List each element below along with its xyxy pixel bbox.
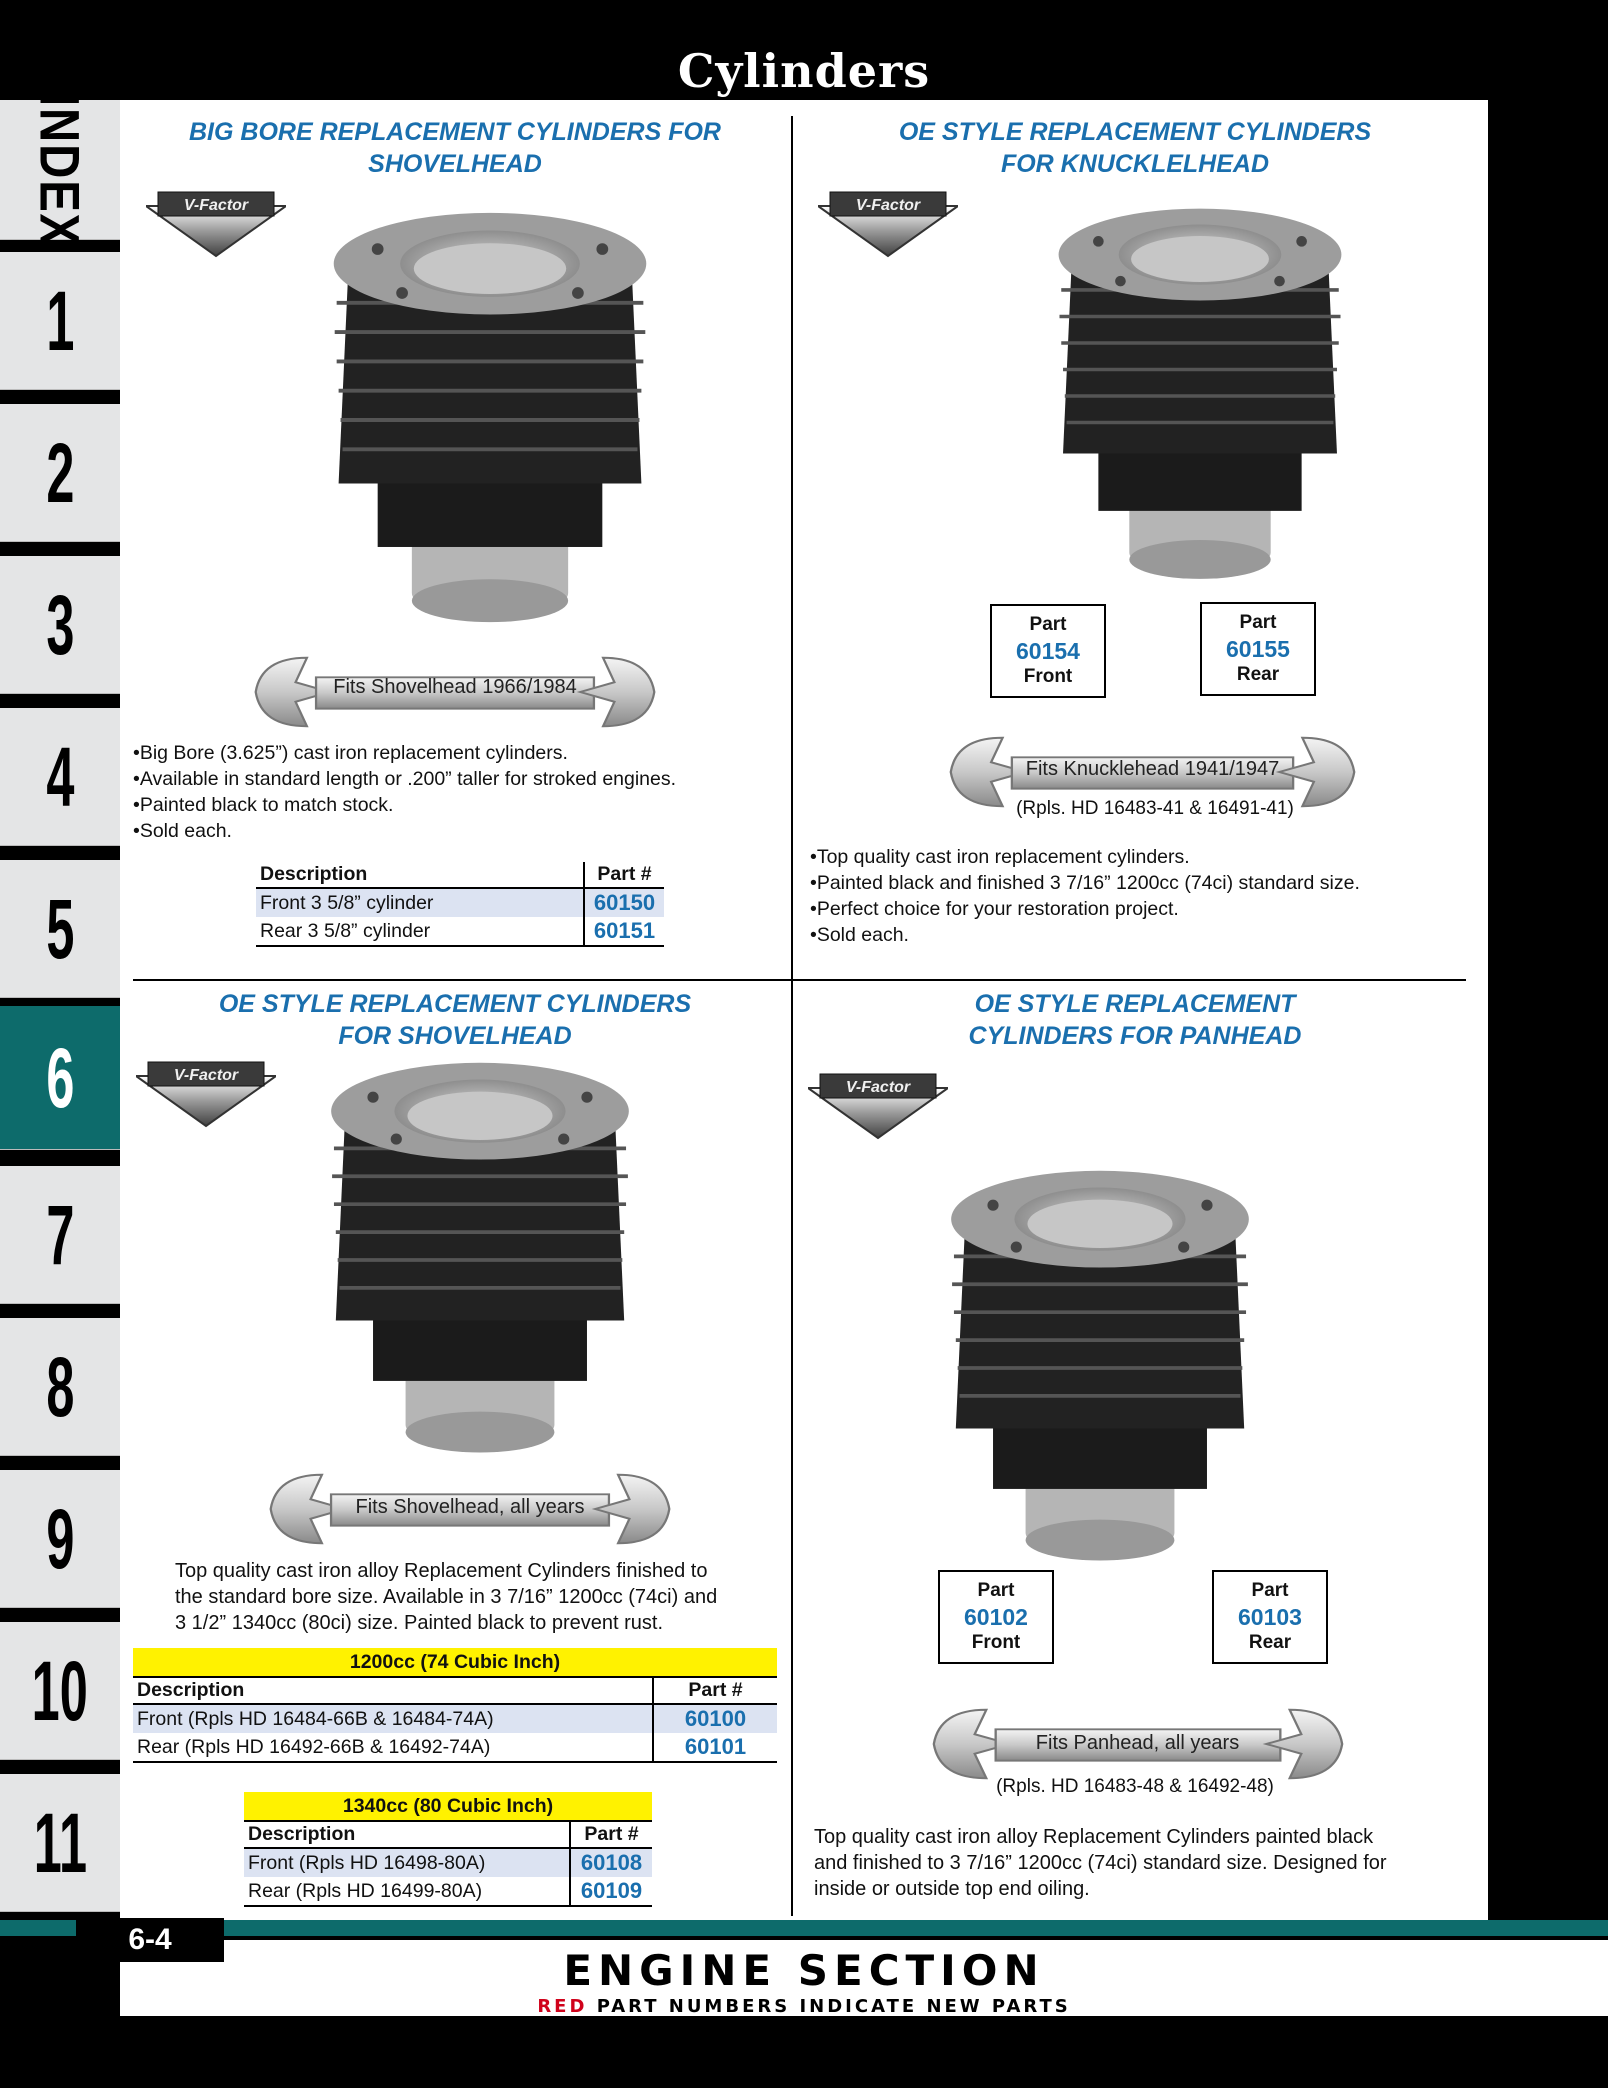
description-paragraph	[175, 1558, 785, 1636]
v-factor-logo	[136, 1056, 276, 1128]
column-header: Part #	[584, 862, 664, 888]
section-title-line: BIG BORE REPLACEMENT CYLINDERS FOR	[189, 118, 721, 146]
tab-7[interactable]	[0, 1166, 120, 1304]
feature-item: • Big Bore (3.625”) cast iron replacement cylinders.	[133, 740, 783, 766]
paragraph-line: inside or outside top end oiling.	[814, 1878, 1090, 1900]
cylinder-image-shovelhead-bigbore	[310, 210, 670, 630]
section-title-line: FOR KNUCKLELHEAD	[1000, 150, 1270, 178]
feature-item: • Sold each.	[810, 922, 1470, 948]
paragraph-line: and finished to 3 7/16” 1200cc (74ci) standard size. Designed for	[814, 1852, 1387, 1874]
section-title-big-bore	[140, 116, 770, 180]
table-row	[244, 1877, 652, 1906]
table-caption: 1200cc (74 Cubic Inch)	[133, 1648, 777, 1677]
column-header: Part #	[653, 1677, 777, 1704]
footer-note	[120, 1996, 1488, 2017]
part-number[interactable]: 60101	[653, 1733, 777, 1762]
table-caption-row	[133, 1648, 777, 1677]
part-box-front	[938, 1570, 1054, 1664]
cylinder-image-oe-shovelhead	[290, 1060, 670, 1460]
part-number[interactable]: 60151	[584, 917, 664, 946]
footer-band	[0, 1920, 1608, 1936]
tab-9[interactable]	[0, 1470, 120, 1608]
footer-note-red: RED	[537, 1996, 588, 2017]
tab-label: 5	[45, 881, 75, 976]
part-number[interactable]: 60154	[1016, 638, 1080, 664]
cylinder-image-knucklehead	[1025, 206, 1375, 586]
section-title-line: OE STYLE REPLACEMENT CYLINDERS	[898, 118, 1372, 146]
column-header: Description	[244, 1821, 570, 1848]
tab-3[interactable]	[0, 556, 120, 694]
part-number[interactable]: 60109	[570, 1877, 652, 1906]
tab-label: 7	[45, 1187, 75, 1282]
tab-11[interactable]	[0, 1774, 120, 1912]
tab-label: 6	[45, 1030, 75, 1125]
part-box-front	[990, 604, 1106, 698]
tab-label: 1	[45, 273, 75, 368]
right-margin	[1488, 100, 1608, 1920]
part-position: Front	[1023, 666, 1073, 687]
tab-label: 3	[45, 577, 75, 672]
fits-label: Fits Shovelhead, all years	[355, 1496, 585, 1518]
cylinder-graphic	[310, 210, 670, 630]
section-title-line: CYLINDERS FOR PANHEAD	[968, 1022, 1302, 1050]
part-description: Rear 3 5/8” cylinder	[256, 917, 584, 946]
cylinder-image-panhead	[920, 1168, 1280, 1568]
feature-item: • Sold each.	[133, 818, 783, 844]
part-number[interactable]: 60108	[570, 1848, 652, 1877]
section-title-knucklehead	[800, 116, 1470, 180]
feature-list	[810, 844, 1470, 948]
logo-text: V-Factor	[845, 1079, 911, 1096]
feature-item: • Painted black and finished 3 7/16” 1200cc (74ci) standard size.	[810, 870, 1470, 896]
v-factor-logo-graphic	[818, 186, 958, 258]
feature-item: • Perfect choice for your restoration project.	[810, 896, 1470, 922]
tab-4[interactable]	[0, 708, 120, 846]
paragraph-line: Top quality cast iron alloy Replacement Cylinders finished to	[175, 1560, 708, 1582]
part-number[interactable]: 60150	[584, 888, 664, 917]
table-header-row	[133, 1677, 777, 1704]
section-title-panhead	[800, 988, 1470, 1052]
section-title-line: FOR SHOVELHEAD	[338, 1022, 572, 1050]
feature-item: • Available in standard length or .200” taller for stroked engines.	[133, 766, 783, 792]
v-factor-logo-graphic	[146, 186, 286, 258]
column-header: Description	[133, 1677, 653, 1704]
part-number[interactable]: 60103	[1238, 1604, 1302, 1630]
table-row	[133, 1733, 777, 1762]
part-description: Front (Rpls HD 16498-80A)	[244, 1848, 570, 1877]
tab-label: 11	[33, 1795, 87, 1890]
section-title-line: SHOVELHEAD	[368, 150, 542, 178]
part-box-label: Part	[1251, 1580, 1289, 1601]
section-title-oe-shovelhead	[140, 988, 770, 1052]
part-box-label: Part	[977, 1580, 1015, 1601]
part-position: Rear	[1236, 664, 1280, 685]
part-box-label: Part	[1239, 612, 1277, 633]
table-caption: 1340cc (80 Cubic Inch)	[244, 1792, 652, 1821]
tab-5[interactable]	[0, 860, 120, 998]
table-caption-row	[244, 1792, 652, 1821]
part-position: Rear	[1248, 1632, 1292, 1653]
cylinder-graphic	[290, 1060, 670, 1460]
logo-text: V-Factor	[183, 197, 249, 214]
feature-item: • Top quality cast iron replacement cylinders.	[810, 844, 1470, 870]
paragraph-line: the standard bore size. Available in 3 7/16” 1200cc (74ci) and	[175, 1586, 718, 1608]
v-factor-logo-graphic	[136, 1056, 276, 1128]
replaces-note: (Rpls. HD 16483-41 & 16491-41)	[1016, 798, 1294, 819]
row-divider	[133, 979, 1466, 981]
part-description: Front 3 5/8” cylinder	[256, 888, 584, 917]
table-row	[256, 917, 664, 946]
part-position: Front	[971, 1632, 1021, 1653]
description-paragraph	[814, 1824, 1474, 1902]
fits-label: Fits Shovelhead 1966/1984	[333, 676, 577, 698]
parts-table	[256, 862, 664, 947]
part-number[interactable]: 60100	[653, 1704, 777, 1733]
part-box-rear	[1200, 602, 1316, 696]
column-header: Part #	[570, 1821, 652, 1848]
table-row	[256, 888, 664, 917]
logo-text: V-Factor	[173, 1067, 239, 1084]
tab-6[interactable]	[0, 1006, 120, 1150]
page-title: Cylinders	[677, 44, 931, 98]
tab-label: 10	[31, 1643, 89, 1738]
replaces-note: (Rpls. HD 16483-48 & 16492-48)	[996, 1776, 1274, 1797]
parts-table-1340cc	[244, 1792, 652, 1907]
part-number[interactable]: 60155	[1226, 636, 1290, 662]
column-header: Description	[256, 862, 584, 888]
table-row	[244, 1848, 652, 1877]
tab-label: 9	[45, 1491, 75, 1586]
feature-item: • Painted black to match stock.	[133, 792, 783, 818]
cylinder-graphic	[1025, 206, 1375, 586]
tab-label: 4	[45, 729, 75, 824]
tab-10[interactable]	[0, 1622, 120, 1760]
table-row	[133, 1704, 777, 1733]
part-description: Front (Rpls HD 16484-66B & 16484-74A)	[133, 1704, 653, 1733]
tab-8[interactable]	[0, 1318, 120, 1456]
fits-label: Fits Panhead, all years	[1035, 1732, 1240, 1754]
v-factor-logo	[818, 186, 958, 258]
part-box-rear	[1212, 1570, 1328, 1664]
footer-title: ENGINE SECTION	[563, 1946, 1045, 1995]
table-header-row	[256, 862, 664, 888]
v-factor-logo-graphic	[808, 1068, 948, 1140]
parts-table-1200cc	[133, 1648, 777, 1763]
tab-2[interactable]	[0, 404, 120, 542]
v-factor-logo	[808, 1068, 948, 1140]
page-number: 6-4	[76, 1918, 224, 1962]
tab-1[interactable]	[0, 252, 120, 390]
table-header-row	[244, 1821, 652, 1848]
paragraph-line: 3 1/2” 1340cc (80ci) size. Painted black to prevent rust.	[175, 1612, 664, 1634]
logo-text: V-Factor	[855, 197, 921, 214]
section-title-line: OE STYLE REPLACEMENT	[974, 990, 1296, 1018]
feature-list	[133, 740, 783, 844]
tab-label: INDEX	[29, 92, 92, 247]
v-factor-logo	[146, 186, 286, 258]
column-divider	[791, 116, 793, 1916]
part-description: Rear (Rpls HD 16492-66B & 16492-74A)	[133, 1733, 653, 1762]
cylinder-graphic	[920, 1168, 1280, 1568]
tab-index[interactable]	[0, 92, 120, 247]
footer-note-rest: PART NUMBERS INDICATE NEW PARTS	[587, 1996, 1071, 2017]
part-box-label: Part	[1029, 614, 1067, 635]
paragraph-line: Top quality cast iron alloy Replacement Cylinders painted black	[814, 1826, 1374, 1848]
part-number[interactable]: 60102	[964, 1604, 1028, 1630]
tab-label: 2	[45, 425, 75, 520]
part-description: Rear (Rpls HD 16499-80A)	[244, 1877, 570, 1906]
fits-label: Fits Knucklehead 1941/1947	[1025, 758, 1280, 780]
section-title-line: OE STYLE REPLACEMENT CYLINDERS	[218, 990, 692, 1018]
tab-label: 8	[45, 1339, 75, 1434]
